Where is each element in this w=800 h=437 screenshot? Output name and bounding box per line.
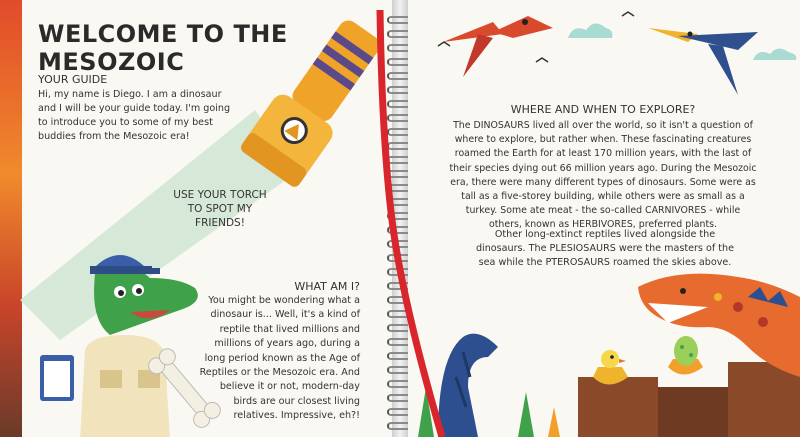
guide-heading: YOUR GUIDE bbox=[38, 73, 108, 86]
birds-illustration bbox=[408, 0, 800, 100]
what-am-i-text: You might be wondering what a dinosaur is... Well, it's a kind of reptile that lived millions and millions of years ago, during a long period known as the Age of Reptiles or the Mesozoic era. And believe it or not, modern-day birds are our closest living relatives. Impressive, eh?! bbox=[199, 295, 360, 422]
where-when-text: The DINOSAURS lived all over the world, so it isn't a question of where to explore, but rather when. These fascinating creatures roamed the Earth for at least 170 million years, with the last of their species dying out 66 million years ago. During the Mesozoic era, there were many different types of dinosaurs. Some were as tall as a five-storey building, while others were as small as a turkey. Some ate meat - the so-called CARNIVORES - while others, known as HERBIVORES, preferred plants. bbox=[449, 120, 757, 231]
dinosaur-scene-illustration bbox=[408, 267, 800, 437]
page-title: WELCOME TO THE MESOZOIC bbox=[38, 20, 288, 76]
other-reptiles-text: Other long-extinct reptiles lived alongside the dinosaurs. The PLESIOSAURS were the masters of the sea while the PTEROSAURS roamed the skies above. bbox=[475, 229, 735, 269]
right-page bbox=[408, 0, 800, 437]
ribbon-bookmark bbox=[362, 0, 462, 437]
guide-text: Hi, my name is Diego. I am a dinosaur and I will be your guide today. I'm going to introduce you to some of my best buddies from the Mesozoic era! bbox=[38, 89, 231, 142]
left-page bbox=[0, 0, 392, 437]
torch-callout: USE YOUR TORCH TO SPOT MY FRIENDS! bbox=[173, 189, 267, 229]
where-when-heading: WHERE AND WHEN TO EXPLORE? bbox=[510, 103, 696, 116]
what-am-i-heading: WHAT AM I? bbox=[294, 280, 360, 293]
